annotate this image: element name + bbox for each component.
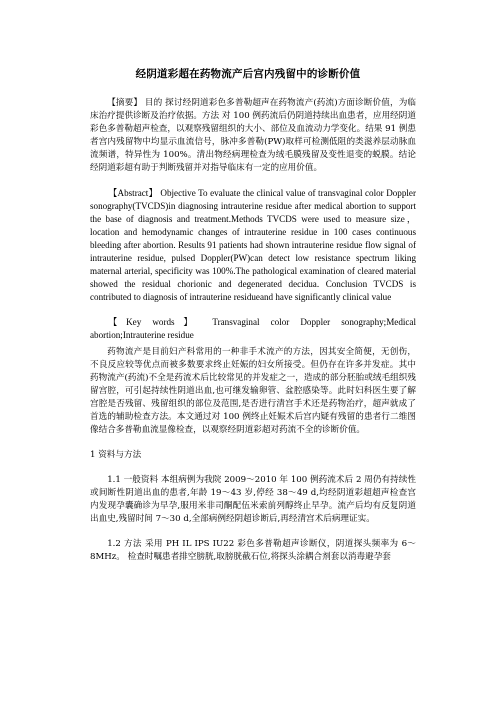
abstract-cn: 【摘要】 目的 探讨经阴道彩色多普勒超声在药物流产(药流)方面诊断价值，为临床治疗提供诊断及治疗依据。方法 对 100 例药流后仍阴道持续出血患者，应用经阴道彩色多普勒超声检查，以观察残留组织的大小、部位及血流动力学变化。结果 91 例患者宫内残留物中均显示血流信号，脉冲多普勒(PW)取样可检测低阻的类滋养层动脉血流频谱，特异性为 100%。清出物经病理检查为绒毛膜残留及变性退变的蜕膜。结论 经阴道彩超有助于判断残留并对指导临床有一定的应用价值。 bbox=[90, 98, 416, 173]
section-1-1-paragraph: 1.1 一般资料 本组病例为我院 2009～2010 年 100 例药流术后 2 周仍有持续性或间断性阴道出血的患者,年龄 19～43 岁,停经 38～49 d,均经阴道彩超超声检查宫内发现孕囊确诊为早孕,服用米非司酮配伍米索前列醇终止早孕。流产后均有反复阴道出血史,残留时间 7～30 d,全部病例经阴超诊断后,再经清宫术后病理证实。 bbox=[90, 475, 416, 524]
document-title: 经阴道彩超在药物流产后宫内残留中的诊断价值 bbox=[135, 68, 361, 80]
abstract-en: 【Abstract】 Objective To evaluate the clinical value of transvaginal color Doppler sonography(TVCDS)in diagnosing intrauterine residue after medical abortion to support the base of diagnosis and treatment.Methods TVCDS were used to measure size， location and hemodynamic changes of intrauterine residue in 100 cases continuous bleeding after abortion. Results 91 patients had shown intrauterine residue flow signal of intrauterine residue, pulsed Doppler(PW)can detect low resistance spectrum liking maternal arterial, specificity was 100%.The pathological examination of cleared material showed the residual chorionic and degenerated decidua. Conclusion TVCDS is contributed to diagnosis of intrauterine residueand have significantly clinical value bbox=[90, 188, 416, 302]
intro-paragraph: 药物流产是目前妇产科常用的一种非手术流产的方法，因其安全简便，无创伤，不良反应较等优点而被多数要求终止妊娠的妇女所接受。但仍存在许多并发症。其中药物流产(药流)不全是药流术后比较常见的并发症之一，造成的部分胚胎或绒毛组织残留宫腔，可引起持续性阴道出血,也可继发输卵管、盆腔感染等。此时妇科医生要了解宫腔是否残留、残留组织的部位及范围,是否进行清宫手术还是药物治疗，超声就成了首选的辅助检查方法。本文通过对 100 例终止妊娠术后宫内疑有残留的患者行二维图像结合多普勒血流显像检查，以观察经阴道彩超对药流不全的诊断价值。 bbox=[90, 347, 416, 435]
section-1-2-paragraph: 1.2 方法 采用 PH IL IPS IU22 彩色多普勒超声诊断仪，阴道探头频率为 6～8MHz。 检查时嘱患者排空膀胱,取膀胱截石位,将探头涂耦合剂套以消毒避孕套 bbox=[90, 539, 416, 562]
document-body bbox=[90, 97, 416, 564]
section-heading-1: 1 资料与方法 bbox=[90, 450, 142, 460]
keywords-en: 【Key words】 Transvaginal color Doppler sonography;Medical abortion;Intrauterine residue bbox=[90, 317, 416, 340]
